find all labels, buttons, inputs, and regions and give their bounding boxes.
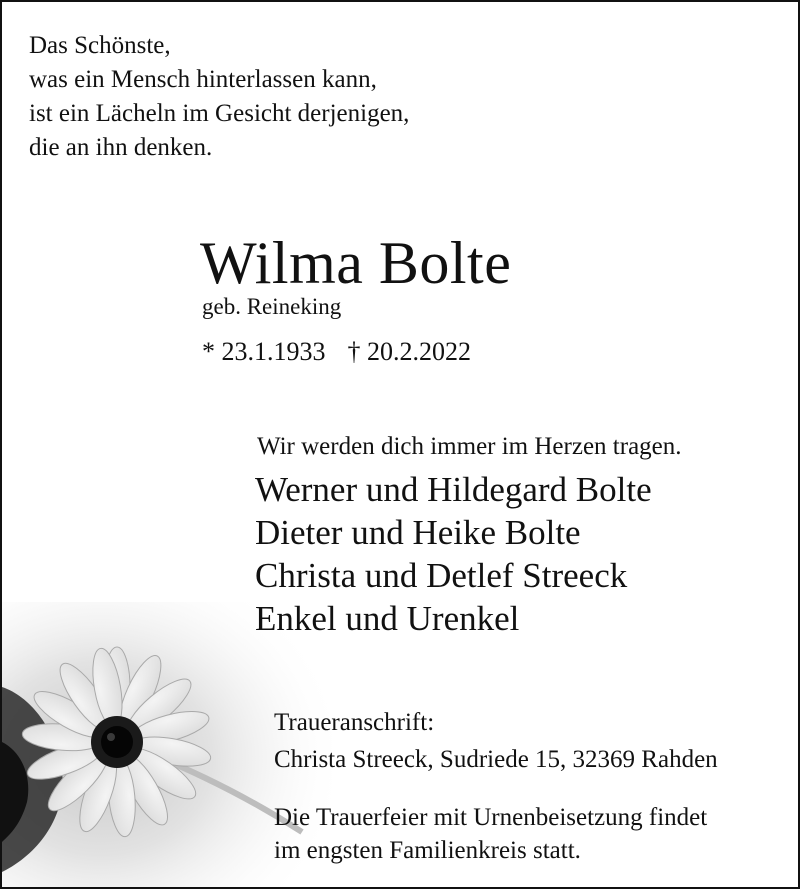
quote-line: die an ihn denken.: [29, 134, 213, 161]
ceremony-line: im engsten Familienkreis statt.: [274, 837, 581, 864]
quote-line: Das Schönste,: [29, 32, 171, 59]
address-label: Traueranschrift:: [274, 709, 435, 736]
birth-date: * 23.1.1933: [202, 337, 326, 366]
life-dates: [202, 339, 471, 365]
address-value: Christa Streeck, Sudriede 15, 32369 Rahden: [274, 746, 718, 773]
mourner-entry: Enkel und Urenkel: [255, 599, 520, 638]
death-date: † 20.2.2022: [347, 337, 471, 366]
opening-quote: [29, 33, 409, 169]
mourners-list: [255, 472, 652, 644]
mourner-entry: Werner und Hildegard Bolte: [255, 470, 652, 509]
maiden-name: geb. Reineking: [202, 294, 342, 319]
ceremony-note: [274, 805, 707, 871]
quote-line: was ein Mensch hinterlassen kann,: [29, 66, 377, 93]
mourner-entry: Christa und Detlef Streeck: [255, 556, 628, 595]
mourners-tagline: Wir werden dich immer im Herzen tragen.: [257, 433, 682, 460]
quote-line: ist ein Lächeln im Gesicht derjenigen,: [29, 100, 410, 127]
mourner-entry: Dieter und Heike Bolte: [255, 513, 581, 552]
mourning-address: [274, 710, 718, 784]
deceased-name: Wilma Bolte: [200, 230, 512, 296]
ceremony-line: Die Trauerfeier mit Urnenbeisetzung findet: [274, 804, 708, 831]
